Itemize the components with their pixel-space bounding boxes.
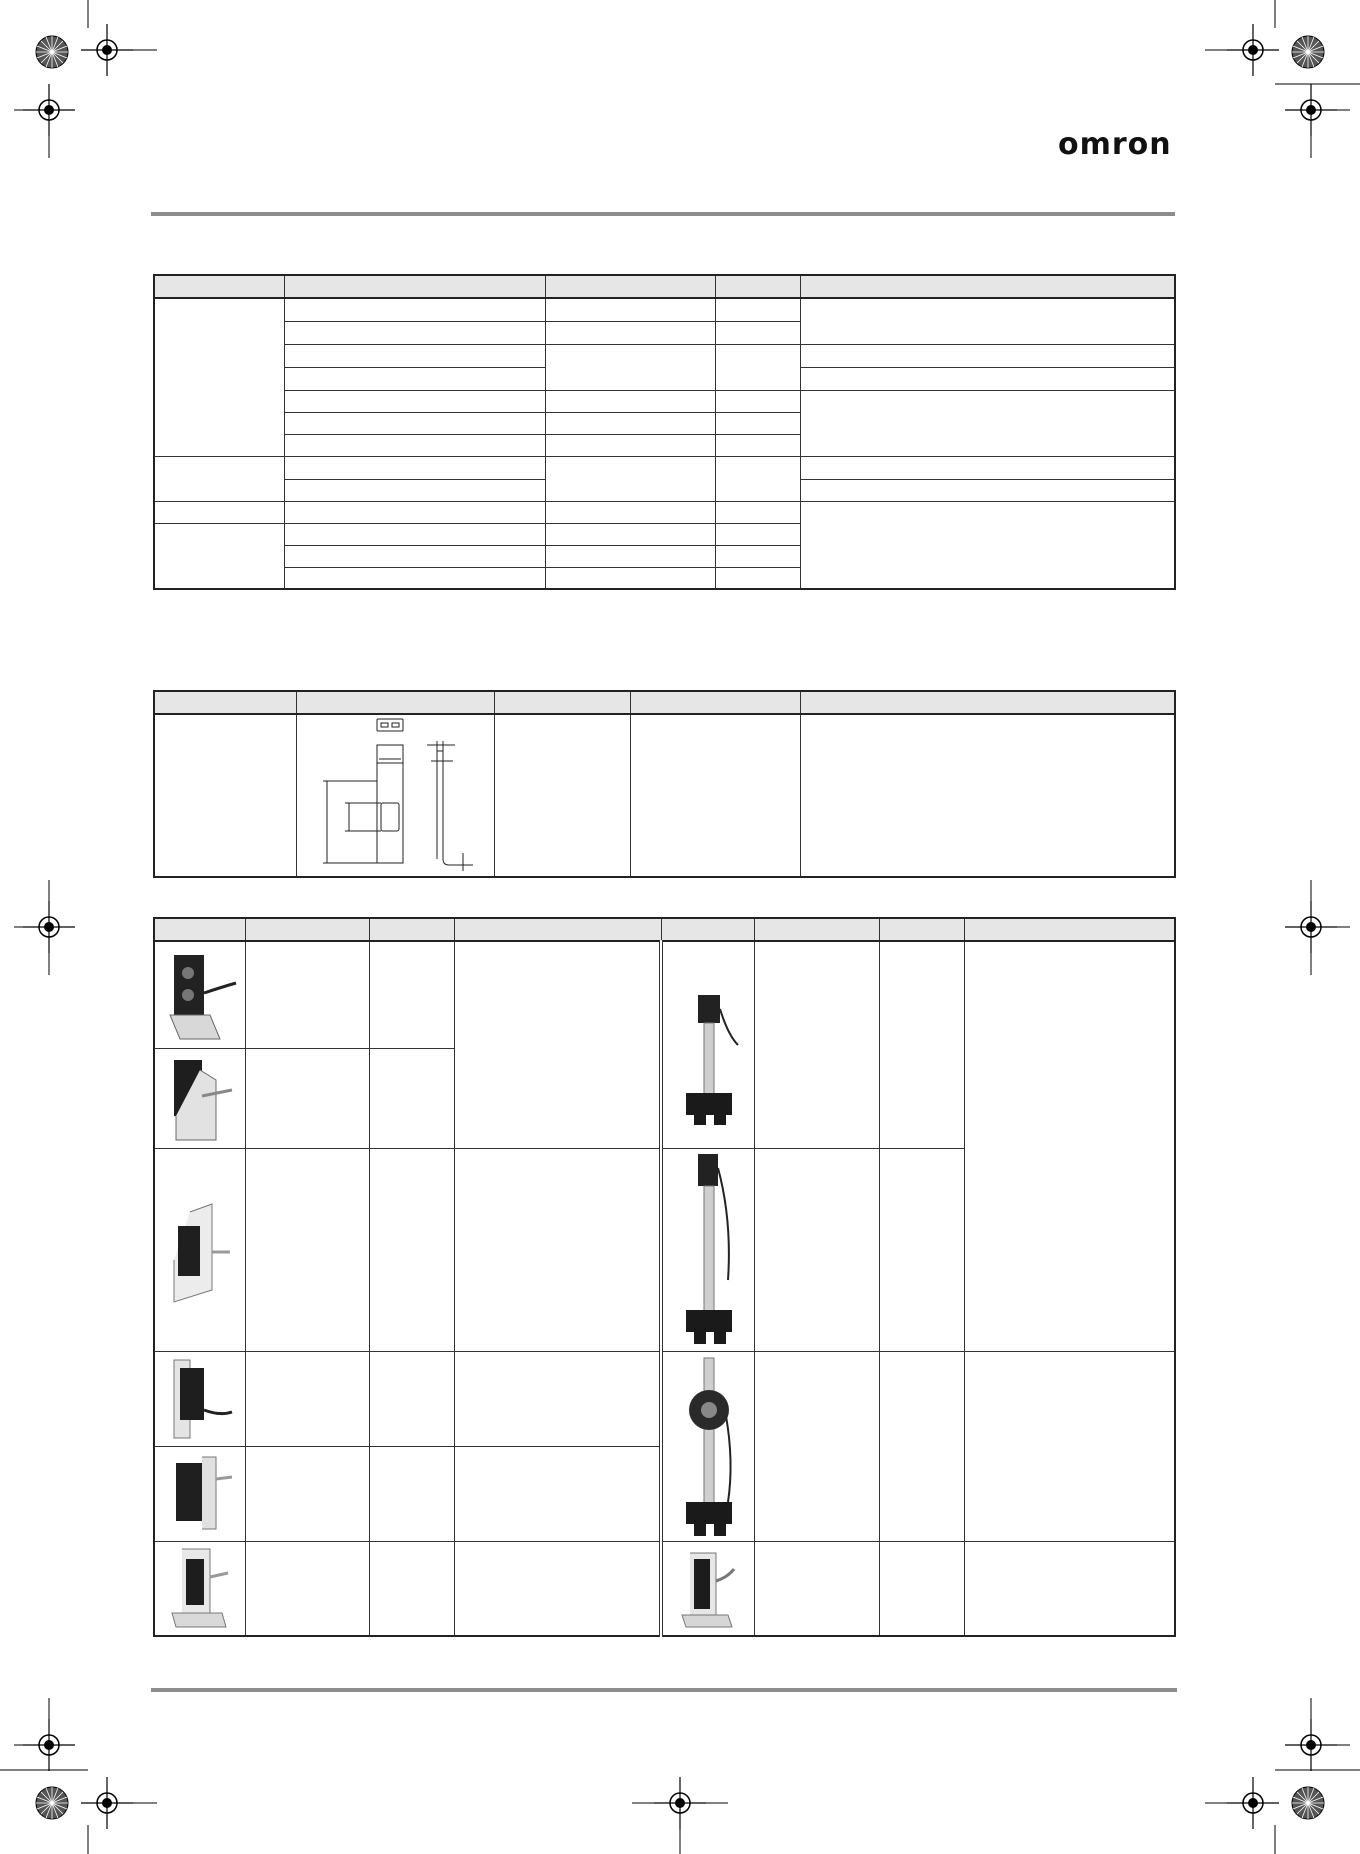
header-cell [284, 275, 545, 298]
table-row [154, 501, 1175, 523]
table-header-row [154, 275, 1175, 298]
sensor-with-angle-bracket-photo [160, 1449, 240, 1539]
mounting-bracket-table [153, 690, 1176, 878]
product-photo-table [153, 917, 1176, 1637]
table-header-row [154, 918, 1175, 941]
header-cell [715, 275, 800, 298]
reel-sensor-on-pole-photo [668, 1352, 748, 1540]
photo-cell [661, 941, 754, 1148]
table-row [154, 344, 1175, 367]
table-row [154, 298, 1175, 321]
bracket-dimension-drawing [297, 715, 495, 873]
photo-cell [661, 1541, 754, 1636]
photo-cell [154, 1351, 245, 1446]
photo-cell [154, 1446, 245, 1541]
bracket-drawing-cell [296, 714, 494, 877]
table-row [154, 1541, 1175, 1636]
sensor-in-frame-bracket-photo [668, 1543, 748, 1633]
table-row [154, 714, 1175, 877]
header-cell [545, 275, 715, 298]
sensor-on-short-pole-photo [668, 945, 748, 1145]
table-row [154, 941, 1175, 1048]
table-row [154, 1351, 1175, 1446]
photo-cell [154, 1541, 245, 1636]
sensor-with-clamp-bracket-photo [160, 1543, 240, 1633]
table-row [154, 456, 1175, 479]
header-cell [154, 275, 284, 298]
photo-cell [154, 1048, 245, 1148]
accessories-table [153, 274, 1176, 590]
photo-cell [154, 941, 245, 1048]
sensor-on-long-pole-photo [668, 1150, 748, 1350]
brand-logo-text: omron [1058, 127, 1172, 162]
sensor-with-flat-bracket-photo [160, 1190, 240, 1310]
table-header-row [154, 691, 1175, 714]
table-row [154, 390, 1175, 412]
header-cell [800, 275, 1175, 298]
sensor-with-cable-photo [160, 943, 240, 1047]
sensor-with-bracket-photo [160, 1050, 240, 1146]
sensor-with-side-bracket-photo [160, 1354, 240, 1444]
photo-cell [661, 1351, 754, 1541]
photo-cell [154, 1148, 245, 1351]
photo-cell [661, 1148, 754, 1351]
